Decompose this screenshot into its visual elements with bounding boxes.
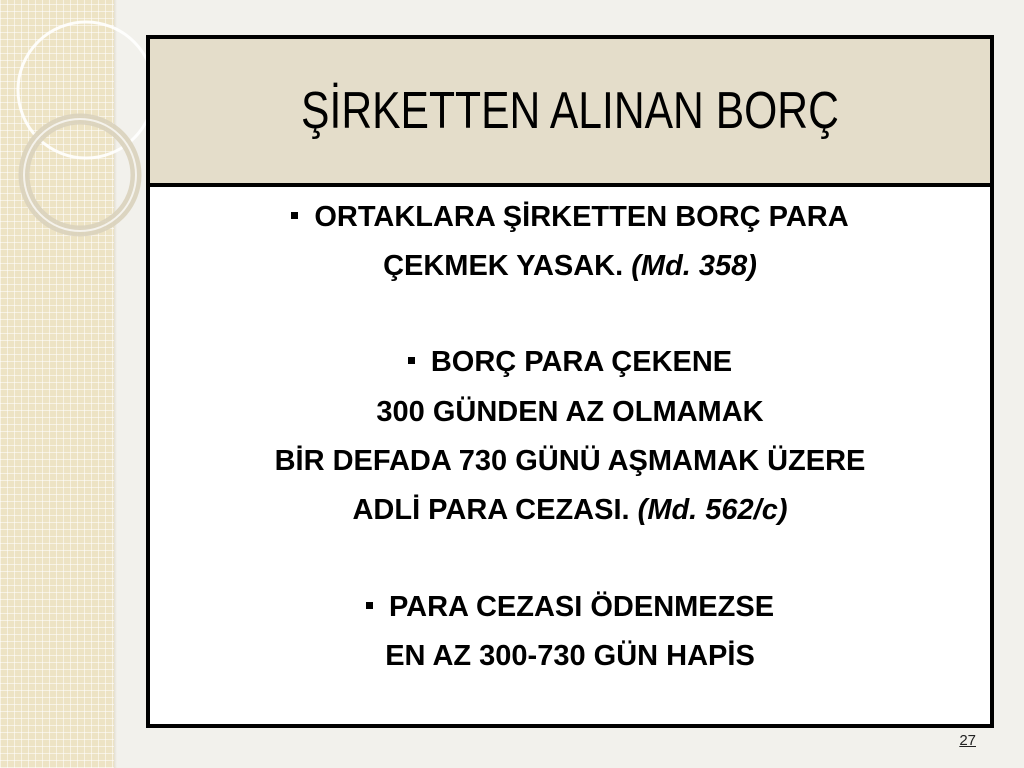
bullet-item-1-line-1 [150,200,990,234]
bullet-item-2-text-2: 300 GÜNDEN AZ OLMAMAK [376,396,764,428]
bullet-square-icon [408,357,415,364]
bullet-item-3-line-1 [150,590,990,624]
bullet-item-1-text-1: ORTAKLARA ŞİRKETTEN BORÇ PARA [314,201,849,233]
bullet-item-1-text-2: ÇEKMEK YASAK. [383,250,624,282]
bullet-item-1-reference: (Md. 358) [631,250,757,282]
bullet-square-icon [291,212,298,219]
bullet-item-3-line-2 [150,639,990,673]
bullet-item-2-text-4: ADLİ PARA CEZASI. [352,494,630,526]
bullet-item-3-text-1: PARA CEZASI ÖDENMEZSE [388,591,775,623]
bullet-item-2-line-3 [150,444,990,478]
bullet-item-2-line-4 [150,493,990,527]
slide-content [150,187,990,724]
bullet-item-2-reference: (Md. 562/c) [637,494,788,526]
bullet-item-2-text-1: BORÇ PARA ÇEKENE [430,346,733,378]
bullet-item-1-line-2 [150,249,990,283]
decorative-circles [0,0,160,300]
bullet-square-icon [366,602,373,609]
bullet-item-2-text-3: BİR DEFADA 730 GÜNÜ AŞMAMAK ÜZERE [274,445,866,477]
page-number: 27 [959,732,976,749]
bullet-item-2-line-2 [150,395,990,429]
bullet-item-2-line-1 [150,345,990,379]
title-bar [150,39,990,187]
bullet-item-3-text-2: EN AZ 300-730 GÜN HAPİS [385,640,755,672]
slide-frame [146,35,994,728]
slide-title: ŞİRKETTEN ALINAN BORÇ [301,82,839,140]
